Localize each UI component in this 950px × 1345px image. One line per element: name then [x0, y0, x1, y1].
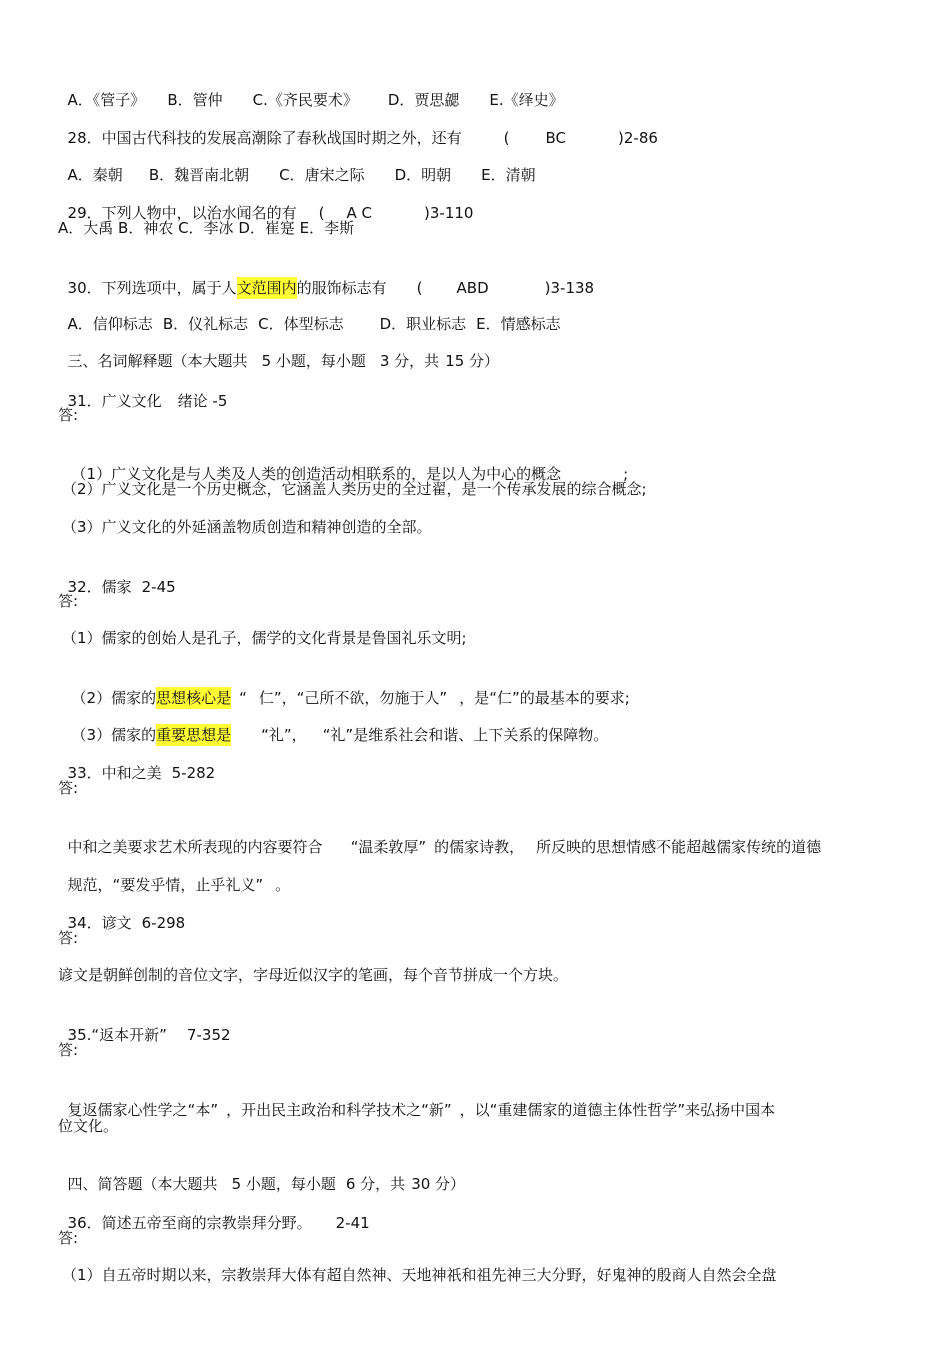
q36-point-1: （1）自五帝时期以来，宗教崇拜大体有超自然神、天地神祇和祖先神三大分野，好鬼神的殷商人自然会全盘	[62, 1266, 777, 1284]
q36-answer-label: 答:	[58, 1229, 79, 1247]
q33-line-1-start: 中和之美要求艺术所表现的内容要符合	[67, 838, 323, 856]
section-4-count: 5 小题，每小题	[231, 1175, 336, 1193]
q33-line-1-end: 所反映的思想情感不能超越儒家传统的道德	[536, 838, 822, 856]
q30-option-e: E．情感标志	[476, 315, 561, 333]
q30-ref: )3-138	[544, 279, 595, 297]
q32-title-line	[58, 554, 176, 596]
section-3-each: 3 分，共	[379, 352, 440, 370]
q33-line-1	[58, 814, 822, 856]
q33-line-1-mid: 的儒家诗教，	[434, 838, 525, 856]
q29-ref: )3-110	[424, 204, 474, 222]
q34-line-1: 谚文是朝鲜创制的音位文字，字母近似汉字的笔画，每个音节拼成一个方块。	[58, 966, 569, 984]
q30-option-a: A．信仰标志	[67, 315, 153, 333]
q30-stem-start: 30．下列选项中，属于人	[67, 279, 237, 297]
q32-point-2-start: （2）儒家的	[71, 689, 157, 707]
q33-line-2-end: 。	[275, 876, 291, 894]
q30-stem-line	[58, 255, 595, 297]
q28-stem: 28．中国古代科技的发展高潮除了春秋战国时期之外，还有	[67, 129, 462, 147]
q33-title: 33．中和之美	[67, 764, 162, 782]
q31-ref: 绪论 -5	[177, 392, 228, 410]
q32-point-3-start: （3）儒家的	[71, 726, 157, 744]
q28-option-b: B．魏晋南北朝	[148, 166, 250, 184]
q31-point-2: （2）广义文化是一个历史概念，它涵盖人类历史的全过翟，是一个传承发展的综合概念;	[62, 480, 647, 498]
q28-option-c: C．唐宋之际	[279, 166, 365, 184]
q27-option-b: B．管仲	[167, 91, 223, 109]
q34-answer-label: 答:	[58, 929, 79, 947]
q35-title: 35.“返本开新”	[67, 1026, 167, 1044]
q32-ref: 2-45	[141, 578, 176, 596]
q30-option-d: D．职业标志	[379, 315, 467, 333]
q35-answer-label: 答:	[58, 1041, 79, 1059]
q36-ref: 2-41	[335, 1214, 370, 1232]
q29-stem: 29．下列人物中，以治水闻名的有	[67, 204, 297, 222]
q31-point-3: （3）广义文化的外延涵盖物质创造和精神创造的全部。	[62, 518, 432, 536]
q35-ref: 7-352	[186, 1026, 231, 1044]
q35-line-1	[58, 1077, 776, 1119]
q32-point-3-body: “礼”是维系社会和谐、上下关系的保障物。	[322, 726, 609, 744]
q32-point-2-quote: “	[239, 689, 247, 707]
q28-answer: BC	[545, 129, 567, 147]
q29-stem-line	[58, 180, 474, 222]
q34-ref: 6-298	[141, 914, 186, 932]
q30-paren: (	[416, 279, 423, 297]
q31-title-line	[58, 368, 228, 410]
q27-options	[58, 67, 564, 109]
q32-point-2-end: ，是“仁”的最基本的要求;	[459, 689, 630, 707]
q32-title: 32．儒家	[67, 578, 132, 596]
q30-stem-end: 的服饰标志有	[296, 279, 387, 297]
q32-point-3-term: “礼”，	[261, 726, 307, 744]
q33-ref: 5-282	[171, 764, 216, 782]
q30-option-b: B．仪礼标志	[162, 315, 249, 333]
q32-point-1: （1）儒家的创始人是孔子，儒学的文化背景是鲁国礼乐文明;	[62, 629, 467, 647]
q36-title: 36．简述五帝至商的宗教崇拜分野。	[67, 1214, 312, 1232]
q31-point-1-text: （1）广义文化是与人类及人类的创造活动相联系的，是以人为中心的概念	[71, 465, 562, 483]
q28-stem-line	[58, 105, 658, 147]
q36-title-line	[58, 1190, 370, 1232]
q27-option-a: A．《管子》	[67, 91, 146, 109]
section-4-each: 6 分，共	[345, 1175, 406, 1193]
q32-point-2	[62, 665, 630, 707]
q32-point-3	[62, 702, 609, 744]
section-4-title: 四、简答题（本大题共	[67, 1175, 218, 1193]
section-3-title: 三、名词解释题（本大题共	[67, 352, 248, 370]
q35-line-1-c: ，以“重建儒家的道德主体性哲学”来弘扬中国本	[459, 1101, 776, 1119]
q33-title-line	[58, 740, 216, 782]
section-4-heading	[58, 1151, 466, 1193]
section-4-total: 30 分）	[411, 1175, 466, 1193]
q27-option-d: D．贾思勰	[387, 91, 460, 109]
q29-answer: A C	[346, 204, 373, 222]
q30-answer: ABD	[456, 279, 489, 297]
q30-highlight: 文范围内	[236, 279, 297, 297]
q28-options	[58, 142, 536, 184]
q33-line-2	[58, 852, 291, 894]
q31-title: 31．广义文化	[67, 392, 162, 410]
q29-paren: (	[318, 204, 325, 222]
q33-answer-label: 答:	[58, 779, 79, 797]
q35-line-1-b: ，开出民主政治和科学技术之“新”	[226, 1101, 452, 1119]
q32-highlight-core: 思想核心是	[156, 689, 232, 707]
q31-answer-label: 答:	[58, 406, 79, 424]
q32-highlight-main: 重要思想是	[156, 726, 232, 744]
q27-option-e: E.《绎史》	[489, 91, 564, 109]
section-3-count: 5 小题，每小题	[261, 352, 366, 370]
q28-option-e: E．清朝	[481, 166, 536, 184]
q34-title: 34．谚文	[67, 914, 132, 932]
q28-ref: )2-86	[618, 129, 658, 147]
q29-options: A．大禹 B．神农 C．李冰 D．崔寔 E．李斯	[58, 219, 355, 237]
q30-option-c: C．体型标志	[258, 315, 344, 333]
q35-line-2: 位文化。	[58, 1117, 119, 1135]
q33-line-1-quote: “温柔敦厚”	[350, 838, 427, 856]
section-3-total: 15 分）	[445, 352, 500, 370]
q28-option-a: A．秦朝	[67, 166, 123, 184]
q33-line-2-text: 规范，“要发乎情，止乎礼义”	[67, 876, 264, 894]
q27-option-c: C.《齐民要术》	[252, 91, 358, 109]
section-3-heading	[58, 328, 500, 370]
q32-point-2-body: 仁”，“己所不欲，勿施于人”	[258, 689, 448, 707]
q35-title-line	[58, 1002, 231, 1044]
q35-line-1-a: 复返儒家心性学之“本”	[67, 1101, 219, 1119]
q28-paren: (	[503, 129, 510, 147]
q31-point-1-end: ;	[623, 465, 629, 483]
q32-answer-label: 答:	[58, 592, 79, 610]
q30-options	[58, 291, 561, 333]
q28-option-d: D．明朝	[394, 166, 452, 184]
q31-point-1	[62, 441, 629, 483]
q34-title-line	[58, 890, 186, 932]
